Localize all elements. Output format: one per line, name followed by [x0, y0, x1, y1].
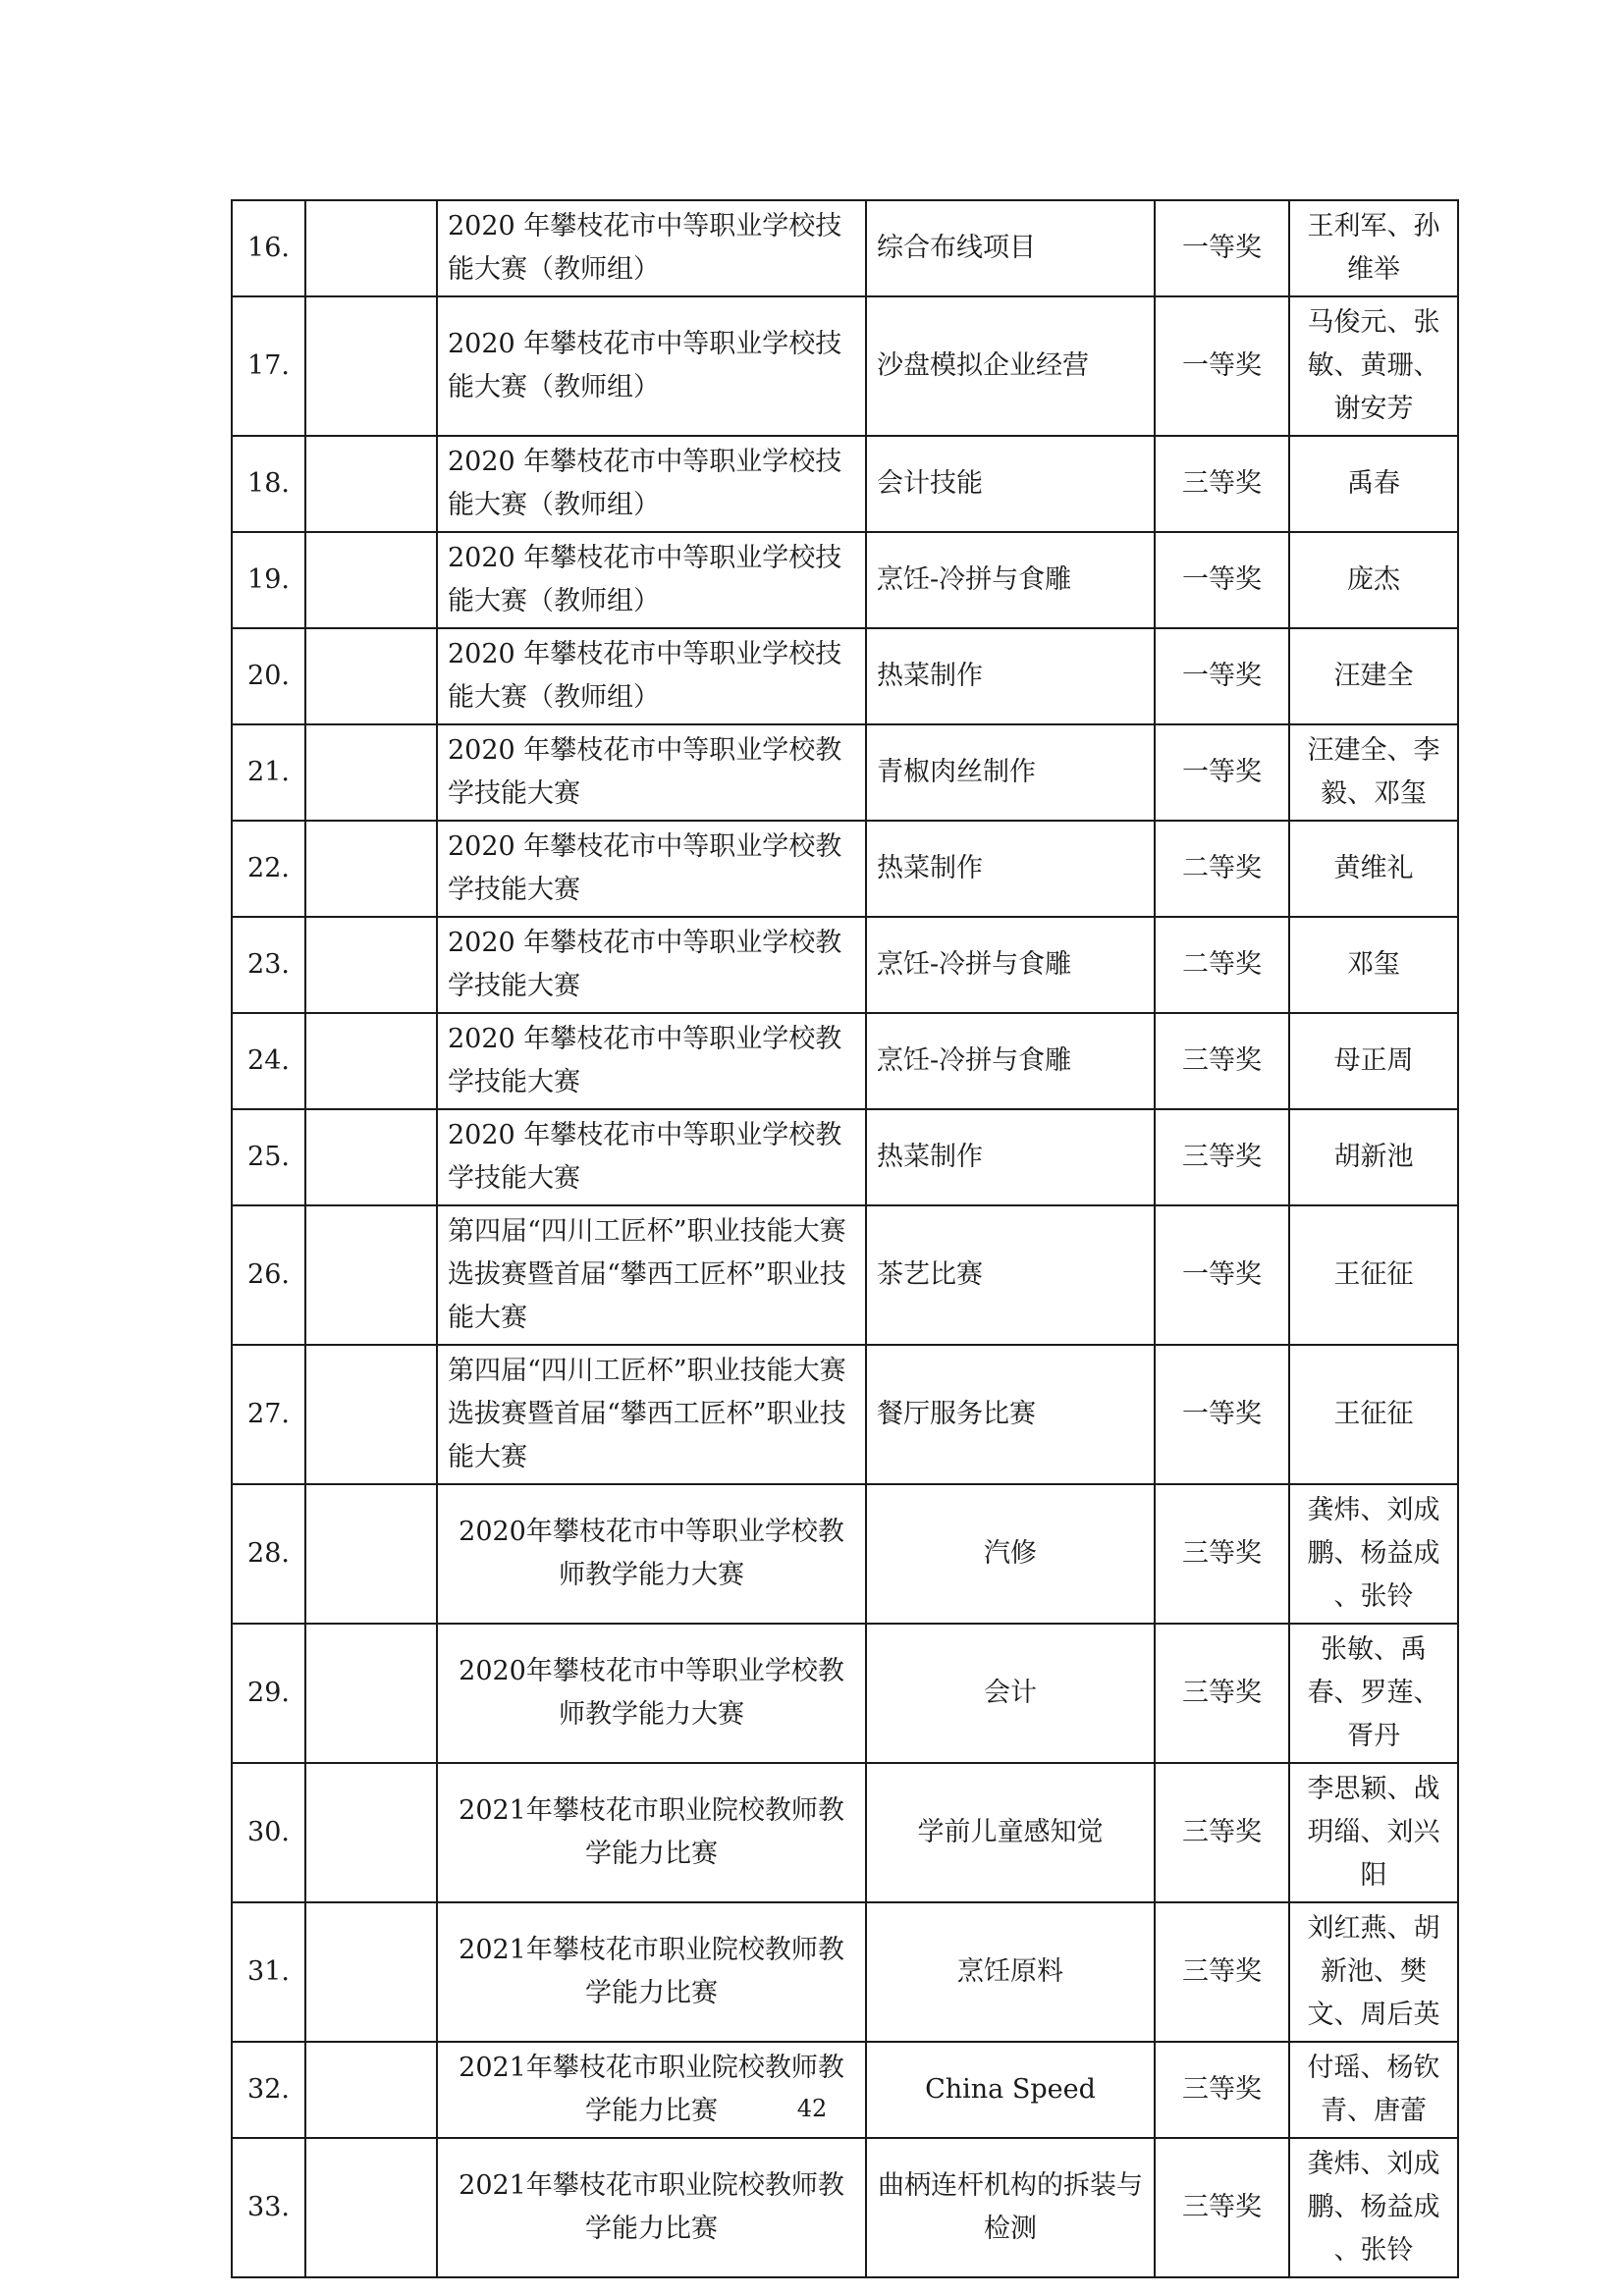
project-name: 热菜制作: [866, 821, 1155, 917]
competition-name: 2020 年攀枝花市中等职业学校教学技能大赛: [437, 724, 866, 821]
row-number: 17.: [232, 296, 305, 436]
award-level: 三等奖: [1155, 436, 1289, 532]
category-cell: [305, 1013, 437, 1109]
table-row: [232, 1109, 1458, 1205]
project-name: 烹饪-冷拼与食雕: [866, 532, 1155, 628]
row-number: 16.: [232, 200, 305, 296]
competition-name: 2020 年攀枝花市中等职业学校技能大赛（教师组）: [437, 436, 866, 532]
table-row: [232, 628, 1458, 724]
award-level: 三等奖: [1155, 2042, 1289, 2138]
competition-name: 2020 年攀枝花市中等职业学校技能大赛（教师组）: [437, 532, 866, 628]
project-name: 餐厅服务比赛: [866, 1345, 1155, 1484]
project-name: 汽修: [866, 1484, 1155, 1624]
table-body: [232, 200, 1458, 2277]
row-number: 31.: [232, 1902, 305, 2042]
project-name: 学前儿童感知觉: [866, 1763, 1155, 1902]
category-cell: [305, 1484, 437, 1624]
category-cell: [305, 200, 437, 296]
winner-names: 庞杰: [1289, 532, 1458, 628]
category-cell: [305, 1624, 437, 1763]
category-cell: [305, 821, 437, 917]
competition-name: 2020 年攀枝花市中等职业学校技能大赛（教师组）: [437, 200, 866, 296]
winner-names: 龚炜、刘成鹏、杨益成 、张铃: [1289, 1484, 1458, 1624]
award-level: 三等奖: [1155, 2138, 1289, 2277]
table-row: [232, 1902, 1458, 2042]
row-number: 19.: [232, 532, 305, 628]
award-level: 一等奖: [1155, 724, 1289, 821]
project-name: 综合布线项目: [866, 200, 1155, 296]
award-level: 三等奖: [1155, 1013, 1289, 1109]
table-row: [232, 296, 1458, 436]
project-name: 烹饪-冷拼与食雕: [866, 1013, 1155, 1109]
category-cell: [305, 532, 437, 628]
award-level: 二等奖: [1155, 917, 1289, 1013]
winner-names: 王征征: [1289, 1205, 1458, 1345]
table-row: [232, 436, 1458, 532]
table-row: [232, 2138, 1458, 2277]
row-number: 24.: [232, 1013, 305, 1109]
award-table: [231, 199, 1459, 2278]
winner-names: 汪建全、李毅、邓玺: [1289, 724, 1458, 821]
row-number: 18.: [232, 436, 305, 532]
category-cell: [305, 1345, 437, 1484]
award-level: 三等奖: [1155, 1624, 1289, 1763]
competition-name: 2020 年攀枝花市中等职业学校教学技能大赛: [437, 1013, 866, 1109]
winner-names: 母正周: [1289, 1013, 1458, 1109]
award-level: 一等奖: [1155, 1205, 1289, 1345]
row-number: 32.: [232, 2042, 305, 2138]
project-name: 烹饪-冷拼与食雕: [866, 917, 1155, 1013]
project-name: China Speed: [866, 2042, 1155, 2138]
project-name: 会计技能: [866, 436, 1155, 532]
competition-name: 2021年攀枝花市职业院校教师教学能力比赛: [437, 1763, 866, 1902]
category-cell: [305, 724, 437, 821]
table-row: [232, 1484, 1458, 1624]
table-row: [232, 821, 1458, 917]
project-name: 会计: [866, 1624, 1155, 1763]
row-number: 25.: [232, 1109, 305, 1205]
row-number: 29.: [232, 1624, 305, 1763]
project-name: 烹饪原料: [866, 1902, 1155, 2042]
competition-name: 2021年攀枝花市职业院校教师教学能力比赛: [437, 1902, 866, 2042]
winner-names: 刘红燕、胡新池、樊文、周后英: [1289, 1902, 1458, 2042]
category-cell: [305, 436, 437, 532]
row-number: 26.: [232, 1205, 305, 1345]
page-number: 42: [796, 2095, 828, 2122]
category-cell: [305, 1902, 437, 2042]
winner-names: 禹春: [1289, 436, 1458, 532]
table-row: [232, 1205, 1458, 1345]
award-level: 一等奖: [1155, 1345, 1289, 1484]
category-cell: [305, 296, 437, 436]
project-name: 青椒肉丝制作: [866, 724, 1155, 821]
table-row: [232, 2042, 1458, 2138]
project-name: 茶艺比赛: [866, 1205, 1155, 1345]
competition-name: 2020 年攀枝花市中等职业学校技能大赛（教师组）: [437, 628, 866, 724]
competition-name: 2020 年攀枝花市中等职业学校技能大赛（教师组）: [437, 296, 866, 436]
winner-names: 汪建全: [1289, 628, 1458, 724]
row-number: 33.: [232, 2138, 305, 2277]
winner-names: 付瑶、杨钦青、唐蕾: [1289, 2042, 1458, 2138]
category-cell: [305, 2042, 437, 2138]
winner-names: 邓玺: [1289, 917, 1458, 1013]
category-cell: [305, 2138, 437, 2277]
row-number: 28.: [232, 1484, 305, 1624]
competition-name: 2021年攀枝花市职业院校教师教学能力比赛: [437, 2138, 866, 2277]
award-level: 一等奖: [1155, 200, 1289, 296]
row-number: 20.: [232, 628, 305, 724]
winner-names: 李思颖、战玥缁、刘兴阳: [1289, 1763, 1458, 1902]
table-row: [232, 724, 1458, 821]
project-name: 热菜制作: [866, 1109, 1155, 1205]
winner-names: 王征征: [1289, 1345, 1458, 1484]
row-number: 23.: [232, 917, 305, 1013]
winner-names: 张敏、禹春、罗莲、胥丹: [1289, 1624, 1458, 1763]
award-level: 一等奖: [1155, 532, 1289, 628]
competition-name: 2020 年攀枝花市中等职业学校教学技能大赛: [437, 1109, 866, 1205]
category-cell: [305, 917, 437, 1013]
table-row: [232, 917, 1458, 1013]
row-number: 27.: [232, 1345, 305, 1484]
row-number: 21.: [232, 724, 305, 821]
competition-name: 2020年攀枝花市中等职业学校教师教学能力大赛: [437, 1484, 866, 1624]
project-name: 热菜制作: [866, 628, 1155, 724]
award-level: 一等奖: [1155, 296, 1289, 436]
competition-name: 2020 年攀枝花市中等职业学校教学技能大赛: [437, 917, 866, 1013]
award-level: 一等奖: [1155, 628, 1289, 724]
category-cell: [305, 1109, 437, 1205]
competition-name: 2020 年攀枝花市中等职业学校教学技能大赛: [437, 821, 866, 917]
competition-name: 第四届“四川工匠杯”职业技能大赛选拔赛暨首届“攀西工匠杯”职业技能大赛: [437, 1205, 866, 1345]
winner-names: 胡新池: [1289, 1109, 1458, 1205]
award-level: 二等奖: [1155, 821, 1289, 917]
table-row: [232, 1624, 1458, 1763]
project-name: 沙盘模拟企业经营: [866, 296, 1155, 436]
award-level: 三等奖: [1155, 1763, 1289, 1902]
competition-name: 第四届“四川工匠杯”职业技能大赛选拔赛暨首届“攀西工匠杯”职业技能大赛: [437, 1345, 866, 1484]
project-name: 曲柄连杆机构的拆装与检测: [866, 2138, 1155, 2277]
table-row: [232, 1763, 1458, 1902]
table-row: [232, 1013, 1458, 1109]
row-number: 22.: [232, 821, 305, 917]
row-number: 30.: [232, 1763, 305, 1902]
competition-name: 2020年攀枝花市中等职业学校教师教学能力大赛: [437, 1624, 866, 1763]
award-level: 三等奖: [1155, 1484, 1289, 1624]
table-row: [232, 532, 1458, 628]
winner-names: 马俊元、张敏、黄珊、谢安芳: [1289, 296, 1458, 436]
winner-names: 龚炜、刘成鹏、杨益成 、张铃: [1289, 2138, 1458, 2277]
winner-names: 黄维礼: [1289, 821, 1458, 917]
table-row: [232, 200, 1458, 296]
category-cell: [305, 1763, 437, 1902]
table-row: [232, 1345, 1458, 1484]
competition-name: 2021年攀枝花市职业院校教师教学能力比赛: [437, 2042, 866, 2138]
category-cell: [305, 1205, 437, 1345]
award-level: 三等奖: [1155, 1109, 1289, 1205]
award-level: 三等奖: [1155, 1902, 1289, 2042]
category-cell: [305, 628, 437, 724]
winner-names: 王利军、孙维举: [1289, 200, 1458, 296]
